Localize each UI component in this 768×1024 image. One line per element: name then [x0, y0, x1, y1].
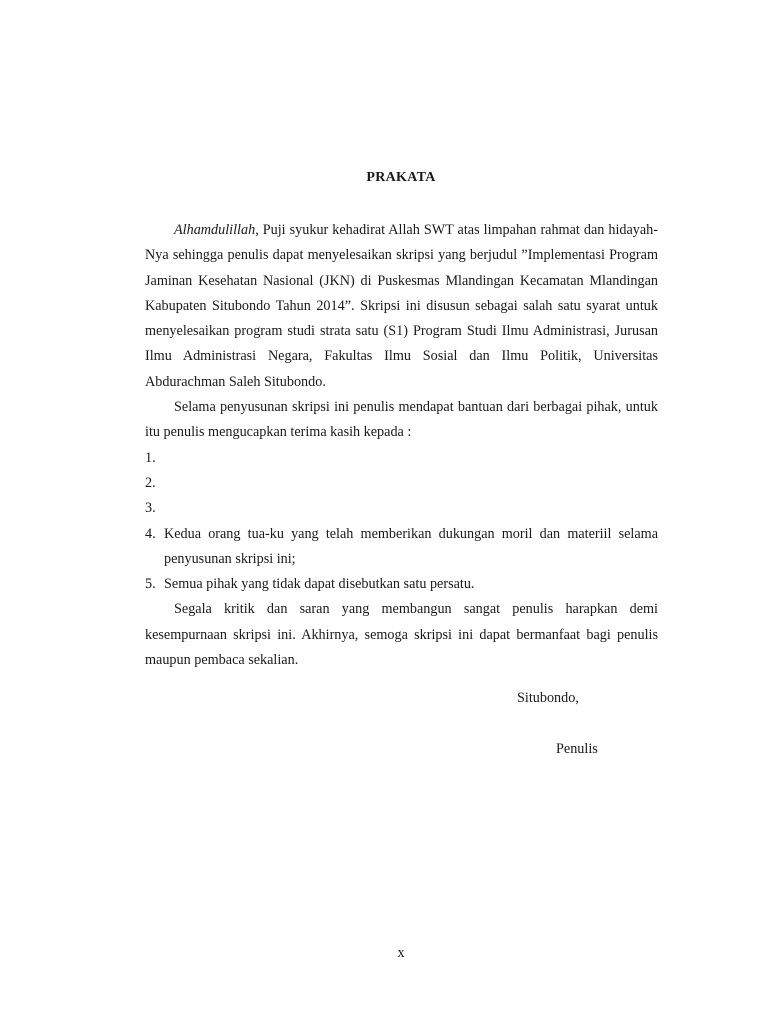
list-item	[145, 446, 658, 471]
list-number: 5.	[145, 576, 156, 593]
page-title: PRAKATA	[366, 170, 436, 185]
paragraph-closing: Segala kritik dan saran yang membangun sangat penulis harapkan demi kesempurnaan skripsi ini. Akhirnya, semoga skripsi ini dapat bermanfaat bagi penulis maupun pembaca sekalian.	[145, 601, 658, 669]
list-number: 3.	[145, 500, 156, 517]
signature-city: Situbondo,	[517, 690, 579, 706]
paragraph-opening	[145, 218, 658, 395]
list-item	[145, 572, 658, 597]
thanks-list	[145, 446, 658, 598]
list-item	[145, 471, 658, 496]
list-item	[145, 496, 658, 521]
list-number: 2.	[145, 474, 156, 491]
list-text: Semua pihak yang tidak dapat disebutkan satu persatu.	[164, 576, 475, 593]
body-text	[145, 218, 658, 673]
opening-text: , Puji syukur kehadirat Allah SWT atas limpahan rahmat dan hidayah-Nya sehingga penulis dapat menyelesaikan skripsi yang berjudul ”Implementasi Program Jaminan Kesehatan Nasional (JKN) di Puskesmas Mlandingan Kecamatan Mlandingan Kabupaten Situbondo Tahun 2014”. Skripsi ini disusun sebagai salah satu syarat untuk menyelesaikan program studi strata satu (S1) Program Studi Ilmu Administrasi, Jurusan Ilmu Administrasi Negara, Fakultas Ilmu Sosial dan Ilmu Politik, Universitas Abdurachman Saleh Situbondo.	[145, 222, 658, 390]
list-item	[145, 522, 658, 573]
opening-phrase: Alhamdulillah	[174, 222, 256, 238]
list-text: Kedua orang tua-ku yang telah memberikan dukungan moril dan materiil selama penyusunan skripsi ini;	[164, 525, 658, 567]
signature-role: Penulis	[556, 741, 598, 757]
page-number: x	[397, 945, 405, 961]
paragraph-acknowledgement: Selama penyusunan skripsi ini penulis mendapat bantuan dari berbagai pihak, untuk itu penulis mengucapkan terima kasih kepada :	[145, 399, 658, 441]
list-number: 1.	[145, 449, 156, 466]
list-number: 4.	[145, 525, 156, 542]
